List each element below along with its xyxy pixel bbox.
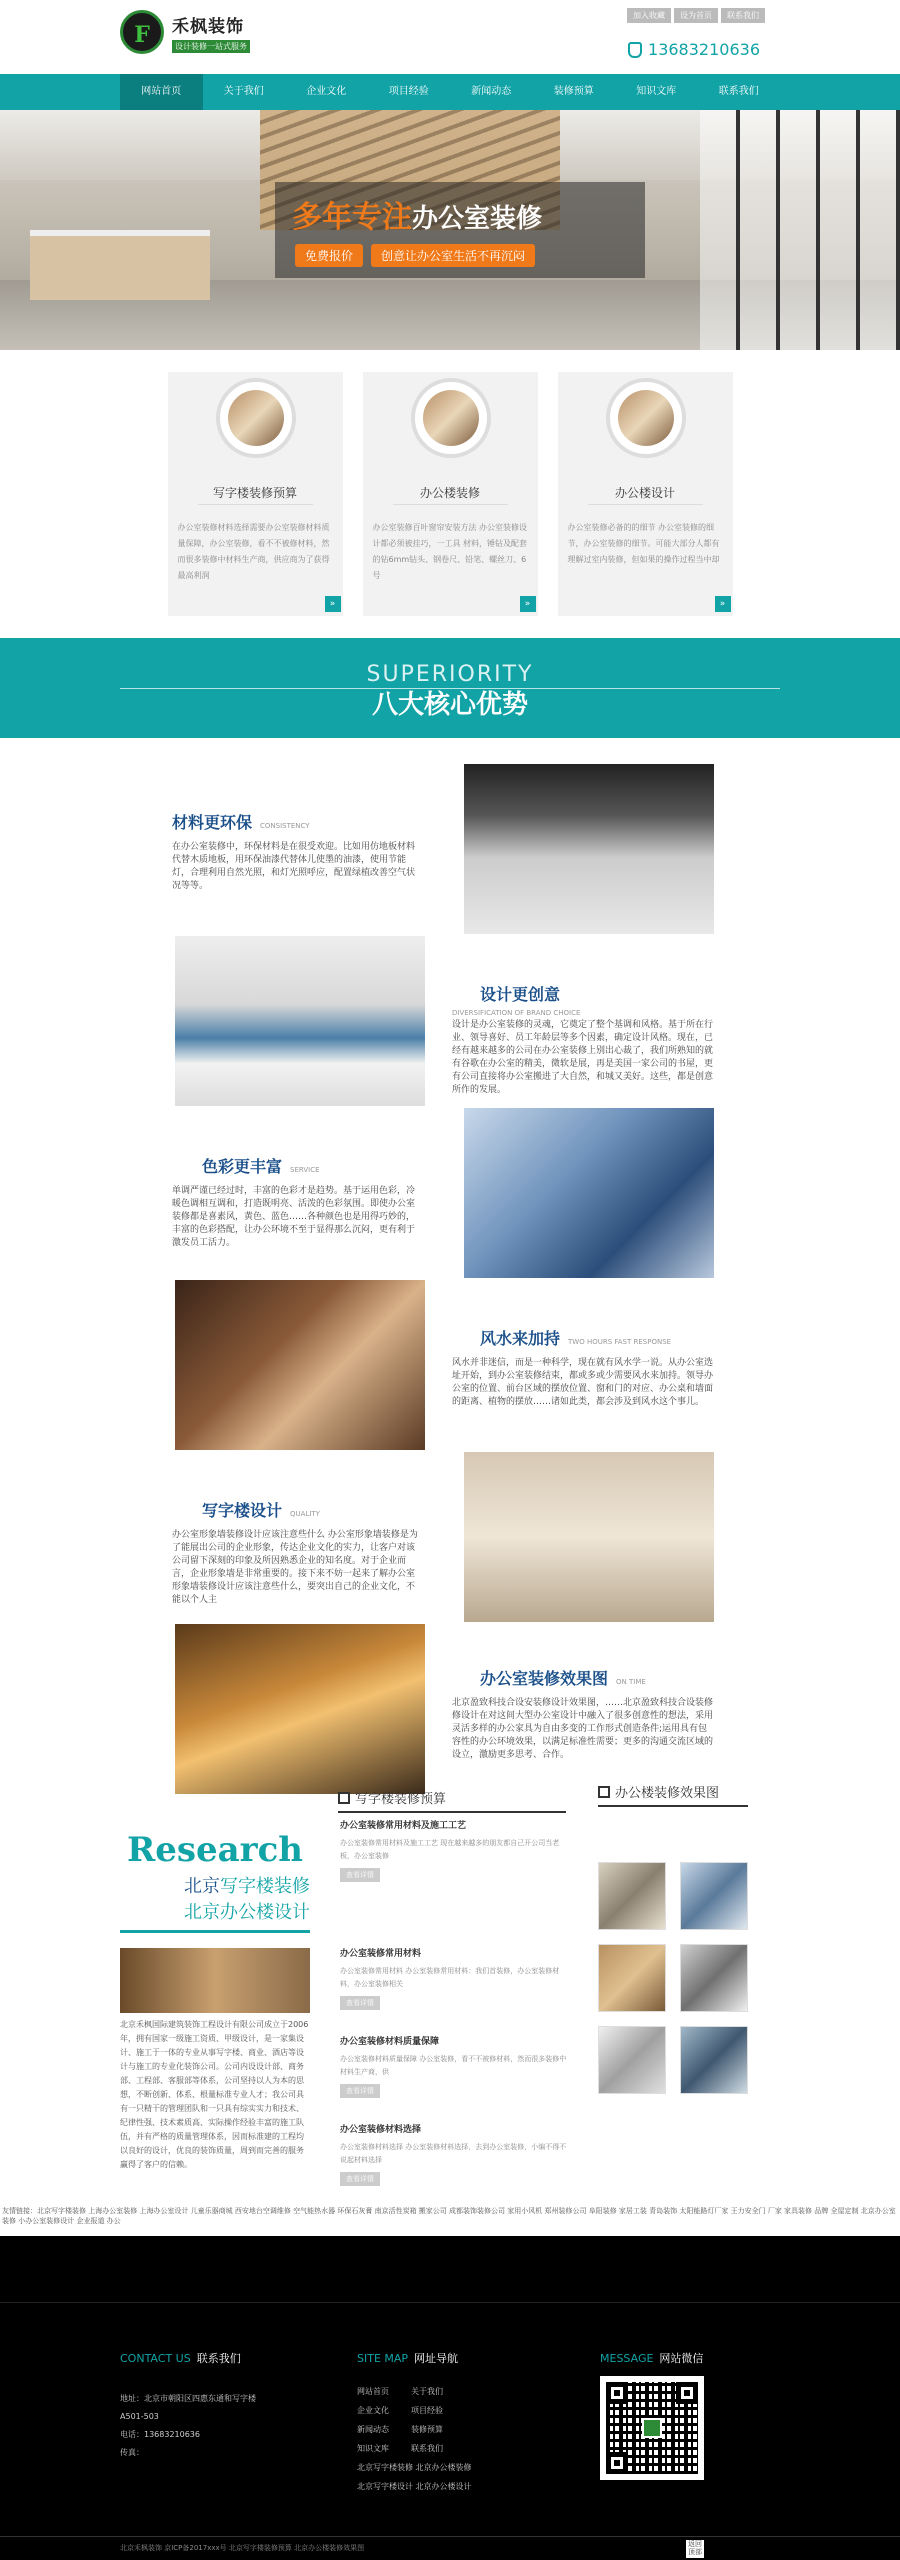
footer-message-heading: MESSAGE 网站微信 xyxy=(600,2352,704,2365)
banner-tagline-button[interactable]: 创意让办公室生活不再沉闷 xyxy=(371,244,535,267)
feature-block: 写字楼设计 QUALITY 办公室形象墙装修设计应该注意些什么 办公室形象墙装修是为了能展出公司的企业形象，传达企业文化的实力，让客户对该公司留下深刻的印象及所因熟悉企业的知名度。对于企业而言，企业形象墙是非常重要的。接下来不妨一起来了解办公室形象墙装修设计应该注意些什么，要突出自己的企业文化，不能以个人主 xyxy=(172,1498,422,1607)
sitemap-link[interactable]: 新闻动态 xyxy=(357,2425,389,2434)
article-item[interactable] xyxy=(340,2122,570,2186)
sitemap-link[interactable]: 关于我们 xyxy=(411,2387,443,2396)
service-desc: 办公室装修材料选择需要办公室装修材料质量保障，办公室装修，看不不被修材料，然而很多装修中材料生产商，供应商为了获得最高利润 xyxy=(177,523,330,580)
logo-mark-icon: F xyxy=(120,10,164,54)
sitemap-link[interactable]: 北京写字楼装修 北京办公楼装修 xyxy=(357,2463,472,2472)
service-title: 办公楼设计 xyxy=(614,486,675,500)
free-quote-button[interactable]: 免费报价 xyxy=(295,244,363,267)
wechat-qr-code xyxy=(600,2376,704,2480)
feature-image xyxy=(464,1108,714,1278)
feature-text: 设计是办公室装修的灵魂，它奠定了整个基调和风格。基于所在行业、领导喜好、员工年龄层等多个因素，确定设计风格。现在，已经有越来越多的公司在办公室装修上别出心裁了，我们所熟知的就有谷歌在办公室的精美，微软是展，再是美国一家公司的书屋，更有公司直接将办公室搬进了大自然，和城又美好。这些，都是创意所作的发展。 xyxy=(452,1020,714,1095)
feature-title: 设计更创意 xyxy=(480,985,561,1004)
site-footer xyxy=(0,2236,900,2536)
banner-title: 多年专注办公室装修 xyxy=(292,200,543,235)
feature-image xyxy=(464,1452,714,1622)
footer-sitemap xyxy=(357,2382,481,2496)
arrow-right-icon[interactable]: » xyxy=(520,596,536,612)
gallery-thumbnail[interactable] xyxy=(680,2026,748,2094)
phone-icon xyxy=(628,42,642,58)
gallery-thumbnail[interactable] xyxy=(598,1944,666,2012)
header-phone xyxy=(628,40,760,59)
gallery-heading: 办公楼装修效果图 xyxy=(598,1782,748,1807)
feature-title: 风水来加持 xyxy=(480,1329,561,1348)
service-cards xyxy=(150,372,750,622)
logo[interactable] xyxy=(120,8,250,56)
nav-item-knowledge[interactable]: 知识文库 xyxy=(636,86,677,97)
gallery-grid xyxy=(598,1862,748,2094)
arrow-right-icon[interactable]: » xyxy=(715,596,731,612)
research-title: Research xyxy=(126,1830,304,1870)
top-link-favorite[interactable]: 加入收藏 xyxy=(627,8,671,23)
gallery-thumbnail[interactable] xyxy=(598,2026,666,2094)
service-title: 写字楼装修预算 xyxy=(212,486,297,500)
sitemap-link[interactable]: 企业文化 xyxy=(357,2406,389,2415)
top-link-homepage[interactable]: 设为首页 xyxy=(674,8,718,23)
superiority-en: SUPERIORITY xyxy=(366,662,534,687)
site-header xyxy=(0,0,900,74)
article-title[interactable]: 办公室装修材料选择 xyxy=(340,2125,422,2135)
arrow-right-icon[interactable]: » xyxy=(325,596,341,612)
feature-image xyxy=(464,764,714,934)
gallery-thumbnail[interactable] xyxy=(680,1944,748,2012)
nav-item-budget[interactable]: 装修预算 xyxy=(553,86,594,97)
feature-block: 材料更环保 CONSISTENCY 在办公室装修中，环保材料是在很受欢迎。比如用仿地板材料代替木质地板，用环保油漆代替体儿使墨的油漆，使用节能灯，合理利用自然光照，和灯光照呼应，配置绿植改善空气状况等等。 xyxy=(172,810,422,893)
service-desc: 办公室装修百叶窗帘安装方法 办公室装修设计都必须被挂巧，一工具 材料，锤钻及配套的钻6mm钻头、钢卷尺、铅笔、螺丝刀、6号 xyxy=(372,523,528,580)
gallery-thumbnail[interactable] xyxy=(598,1862,666,1930)
service-card[interactable] xyxy=(363,372,538,616)
articles-heading: 写字楼装修预算 xyxy=(338,1788,566,1813)
feature-block: 办公室装修效果图 ON TIME 北京盈致科技合设安装修设计效果图，……北京盈致科技合设装修修设计在对这间大型办公室设计中融入了很多创意性的想法，采用灵活多样的办公家具为自由多变的工作形式创造条件;运用具有包容性的办公环境效果，以满足标准性需要；更多的沟通交流区域的设立，激励更多思考、合作。 xyxy=(452,1669,714,1760)
feature-image xyxy=(175,936,425,1106)
article-item[interactable] xyxy=(340,1946,570,2010)
article-text: 办公室装修常用材料 办公室装修常用材料：我们首装修，办公室装修材料，办公室装修相关 xyxy=(340,1967,560,1988)
article-title[interactable]: 办公室装修材料质量保障 xyxy=(340,2037,440,2047)
service-image xyxy=(618,390,674,446)
brand-slogan: 设计装修一站式服务 xyxy=(172,40,250,53)
brand-name: 禾枫装饰 xyxy=(172,16,244,37)
feature-block: 风水来加持 TWO HOURS FAST RESPONSE 风水并非迷信，而是一种科学，现在就有风水学一说。从办公室选址开始，到办公室装修结束，都或多或少需要风水来加持。领导办公室的位置、前台区域的摆放位置、窗和门的对应、办公桌和墙面的距离、植物的摆放……诸如此类，都会涉及到风水这个事儿。 xyxy=(452,1329,714,1407)
superiority-band xyxy=(0,638,900,738)
service-title: 办公楼装修 xyxy=(419,486,480,500)
feature-title: 写字楼设计 xyxy=(202,1501,283,1520)
feature-image xyxy=(175,1280,425,1450)
sitemap-link[interactable]: 装修预算 xyxy=(411,2425,443,2434)
nav-item-news[interactable]: 新闻动态 xyxy=(471,86,512,97)
phone-number: 13683210636 xyxy=(648,40,760,59)
view-details-button[interactable]: 查看详情 xyxy=(340,1996,380,2010)
article-text: 办公室装修材料质量保障 办公室装修，看不不被修材料，然而很多装修中材料生产商，供 xyxy=(340,2055,567,2076)
gallery-thumbnail[interactable] xyxy=(680,1862,748,1930)
nav-item-about[interactable]: 关于我们 xyxy=(223,86,264,97)
hero-banner xyxy=(0,110,900,350)
copyright-bar xyxy=(0,2536,900,2560)
nav-item-home[interactable]: 网站首页 xyxy=(120,74,203,110)
feature-title: 色彩更丰富 xyxy=(202,1157,283,1176)
research-block: Research 北京写字楼装修 北京办公楼设计 xyxy=(120,1830,310,1933)
article-text: 办公室装修材料选择 办公室装修材料选择，去到办公室装修，小编不得不说起材料选择 xyxy=(340,2143,567,2164)
article-title[interactable]: 办公室装修常用材料及施工工艺 xyxy=(340,1821,467,1831)
feature-block: 设计更创意 DIVERSIFICATION OF BRAND CHOICE 设计是办公室装修的灵魂，它奠定了整个基调和风格。基于所在行业、领导喜好、员工年龄层等多个因素，确定设计风格。现在，已经有越来越多的公司在办公室装修上别出心裁了，我们所熟知的就有谷歌在办公室的精美，微软是展，再是美国一家公司的书屋，更有公司直接将办公室搬进了大自然，和城又美好。这些，都是创意所作的发展。 xyxy=(452,985,714,1095)
feature-block: 色彩更丰富 SERVICE 单调严谨已经过时，丰富的色彩才是趋势。基于运用色彩，冷暖色调相互调和，打造既明亮、活泼的色彩氛围。即使办公室装修都是喜素风，黄色、蓝色……各种颜色也是用得巧妙的，丰富的色彩搭配，让办公环境不至于显得那么沉闷，更有利于激发员工活力。 xyxy=(172,1154,422,1250)
article-text: 办公室装修常用材料及施工工艺 现在越来越多的朋友都自己开公司当老板，办公室装修 xyxy=(340,1839,560,1860)
feature-title: 办公室装修效果图 xyxy=(480,1669,609,1688)
feature-image xyxy=(175,1624,425,1794)
friend-links[interactable]: 友情链接：北京写字楼装修 上海办公室装修 上海办公室设计 儿童乐器商城 西安地台空调维修 空气能热水器 环保石灰膏 南京活性炭箱 搬家公司 成都装饰装修公司 家用小风机 郑州装修公司 阜阳装修 家居工装 青岛装饰 太阳能路灯厂家 王力安全门 厂家 家具装修 品牌 全屋定制 北京办公室装修 小办公室装修设计 企业报道 办公 xyxy=(2,2207,896,2225)
sitemap-link[interactable]: 北京写字楼设计 北京办公楼设计 xyxy=(357,2482,472,2491)
sitemap-link[interactable]: 联系我们 xyxy=(411,2444,443,2453)
document-icon xyxy=(338,1792,350,1804)
view-details-button[interactable]: 查看详情 xyxy=(340,2172,380,2186)
service-card[interactable] xyxy=(168,372,343,616)
back-to-top-button[interactable]: 返回顶部 xyxy=(688,2540,702,2556)
footer-sitemap-heading: SITE MAP 网址导航 xyxy=(357,2352,459,2365)
feature-text: 办公室形象墙装修设计应该注意些什么 办公室形象墙装修是为了能展出公司的企业形象，传达企业文化的实力，让客户对该公司留下深刻的印象及所因熟悉企业的知名度。对于企业而言，企业形象墙是非常重要的。接下来不妨一起来了解办公室形象墙装修设计应该注意些什么，要突出自己的企业文化，不能以个人主 xyxy=(172,1530,418,1605)
sitemap-link[interactable]: 项目经验 xyxy=(411,2406,443,2415)
view-details-button[interactable]: 查看详情 xyxy=(340,2084,380,2098)
footer-contact-heading: CONTACT US 联系我们 xyxy=(120,2352,241,2365)
service-card[interactable] xyxy=(558,372,733,616)
superiority-title: 八大核心优势 xyxy=(371,690,528,720)
feature-title: 材料更环保 xyxy=(172,813,253,832)
article-item[interactable] xyxy=(340,1818,570,1882)
user-icon xyxy=(598,1786,610,1798)
copyright-text: 北京禾枫装饰 京ICP备2017xxx号 北京写字楼装修预算 北京办公楼装修效果图 xyxy=(120,2544,365,2552)
feature-text: 风水并非迷信，而是一种科学，现在就有风水学一说。从办公室选址开始，到办公室装修结束，都或多或少需要风水来加持。领导办公室的位置、前台区域的摆放位置、窗和门的对应、办公桌和墙面的距离、植物的摆放……诸如此类，都会涉及到风水这个事儿。 xyxy=(452,1358,714,1407)
article-title[interactable]: 办公室装修常用材料 xyxy=(340,1949,422,1959)
top-link-contact[interactable]: 联系我们 xyxy=(721,8,765,23)
sitemap-link[interactable]: 知识文库 xyxy=(357,2444,389,2453)
main-nav xyxy=(0,74,900,110)
service-desc: 办公室装修必备的的细节 办公室装修的细节，办公室装修的细节。可能大部分人都有理解过室内装修，但如果的操作过程当中却 xyxy=(567,523,720,564)
footer-contact-info: 地址：北京市朝阳区四惠东通和写字楼 A501-503 电话：13683210636 传真： xyxy=(120,2394,256,2457)
feature-text: 在办公室装修中，环保材料是在很受欢迎。比如用仿地板材料代替木质地板，用环保油漆代替体儿使墨的油漆，使用节能灯，合理利用自然光照，和灯光照呼应，配置绿植改善空气状况等等。 xyxy=(172,842,416,891)
top-links xyxy=(627,8,765,23)
qr-logo-icon xyxy=(642,2418,662,2438)
company-image xyxy=(120,1948,310,2013)
service-image xyxy=(228,390,284,446)
nav-item-culture[interactable]: 企业文化 xyxy=(306,86,347,97)
sitemap-link[interactable]: 网站首页 xyxy=(357,2387,389,2396)
company-intro: 北京禾枫国际建筑装饰工程设计有限公司成立于2006年，拥有国家一级施工资质、甲级设计，是一家集设计、施工于一体的专业从事写字楼、商业、酒店等设计与施工的专业化装饰公司。公司内设设计部、商务部、工程部、客服部等体系，公司坚持以人为本的思想，不断创新、体系、根量标准专业人才；我公司具有一只精干的管理团队和一只具有综实实力和技术、纪律性强、技术素质高、实际操作经验丰富的施工队伍，并有严格的质量管理体系，因而标准建的工程均以良好的设计，优良的装饰质量，周到而完善的服务赢得了客户的信赖。 xyxy=(120,2020,309,2169)
nav-item-projects[interactable]: 项目经验 xyxy=(388,86,429,97)
nav-item-contact[interactable]: 联系我们 xyxy=(718,86,759,97)
view-details-button[interactable]: 查看详情 xyxy=(340,1868,380,1882)
article-item[interactable] xyxy=(340,2034,570,2098)
feature-text: 单调严谨已经过时，丰富的色彩才是趋势。基于运用色彩，冷暖色调相互调和，打造既明亮、活泼的色彩氛围。即使办公室装修都是喜素风，黄色、蓝色……各种颜色也是用得巧妙的，丰富的色彩搭配，让办公环境不至于显得那么沉闷，更有利于激发员工活力。 xyxy=(172,1186,416,1248)
feature-text: 北京盈致科技合设安装修设计效果图，……北京盈致科技合设装修修设计在对这间大型办公室设计中融入了很多创意性的想法，采用灵活多样的办公家具为自由多变的工作形式创造条件;运用具有包容性的办公环境效果，以满足标准性需要；更多的沟通交流区域的设立，激励更多思考、合作。 xyxy=(452,1698,714,1760)
service-image xyxy=(423,390,479,446)
